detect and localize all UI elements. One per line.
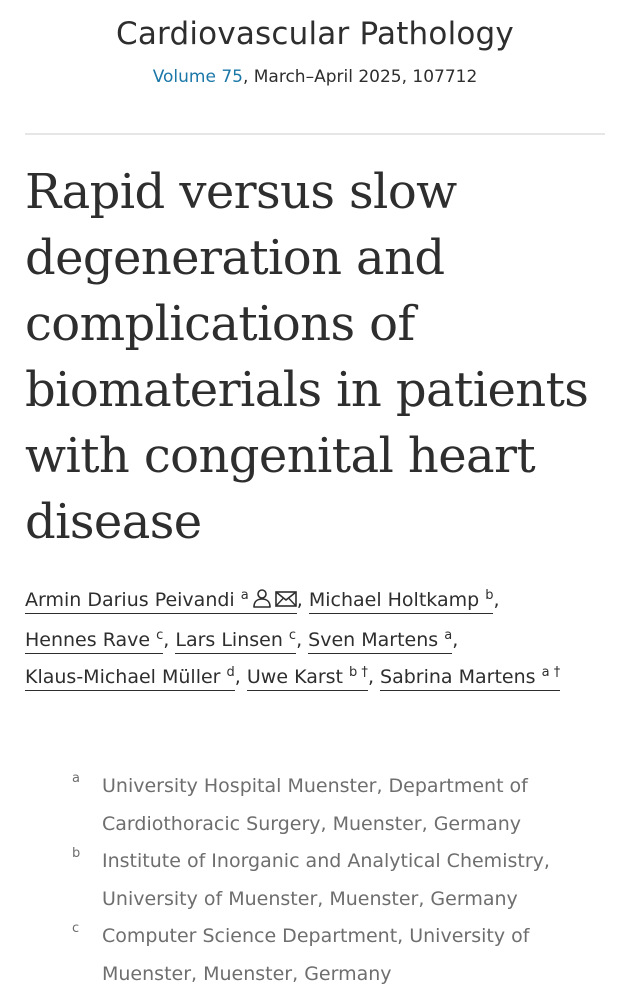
issue-info — [0, 67, 630, 87]
affiliation-list — [70, 768, 615, 993]
volume-link[interactable]: Volume 75 — [152, 67, 243, 87]
author-link[interactable]: Armin Darius Peivandi $^a$ — [25, 589, 297, 614]
author-link[interactable]: Sven Martens $^a$ — [308, 629, 452, 654]
affiliation-label: c — [72, 921, 80, 936]
affiliation-item — [70, 843, 615, 918]
issue-details: , March–April 2025, 107712 — [242, 67, 478, 87]
author-separator: , — [452, 628, 459, 651]
affiliation-item — [70, 918, 615, 993]
author-separator: , — [234, 666, 247, 688]
affiliation-item — [70, 768, 615, 843]
author-separator: , — [296, 589, 309, 611]
affiliation-label: a — [72, 771, 80, 786]
person-icon[interactable] — [252, 584, 272, 622]
author-link[interactable]: Hennes Rave $^c$ — [25, 629, 163, 654]
author-link[interactable]: Lars Linsen $^c$ — [175, 629, 296, 654]
affiliation-label: b — [72, 846, 81, 861]
affiliation-text: Institute of Inorganic and Analytical Chemistry, University of Muenster, Muenster, Germany — [102, 850, 550, 910]
author-separator: , — [296, 628, 309, 651]
affiliation-text: University Hospital Muenster, Department of Cardiothoracic Surgery, Muenster, Germany — [102, 775, 528, 835]
affiliation-text: Computer Science Department, University of Muenster, Muenster, Germany — [102, 925, 530, 985]
author-list — [25, 582, 615, 697]
author-link[interactable]: Michael Holtkamp $^b$ — [309, 589, 494, 614]
envelope-icon[interactable] — [275, 584, 297, 622]
author-separator: , — [163, 628, 176, 651]
journal-title[interactable]: Cardiovascular Pathology — [116, 16, 514, 52]
article-title: Rapid versus slow degeneration and complications of biomaterials in patients with congenital heart disease — [25, 164, 589, 550]
header-divider — [25, 133, 605, 135]
author-separator: , — [367, 666, 374, 688]
author-link[interactable]: Sabrina Martens $^{a \dagger}$ — [380, 666, 560, 691]
author-separator: , — [493, 589, 500, 611]
author-link[interactable]: Uwe Karst $^{b \dagger}$ — [247, 666, 368, 691]
author-link[interactable]: Klaus-Michael Müller $^d$ — [25, 666, 235, 691]
